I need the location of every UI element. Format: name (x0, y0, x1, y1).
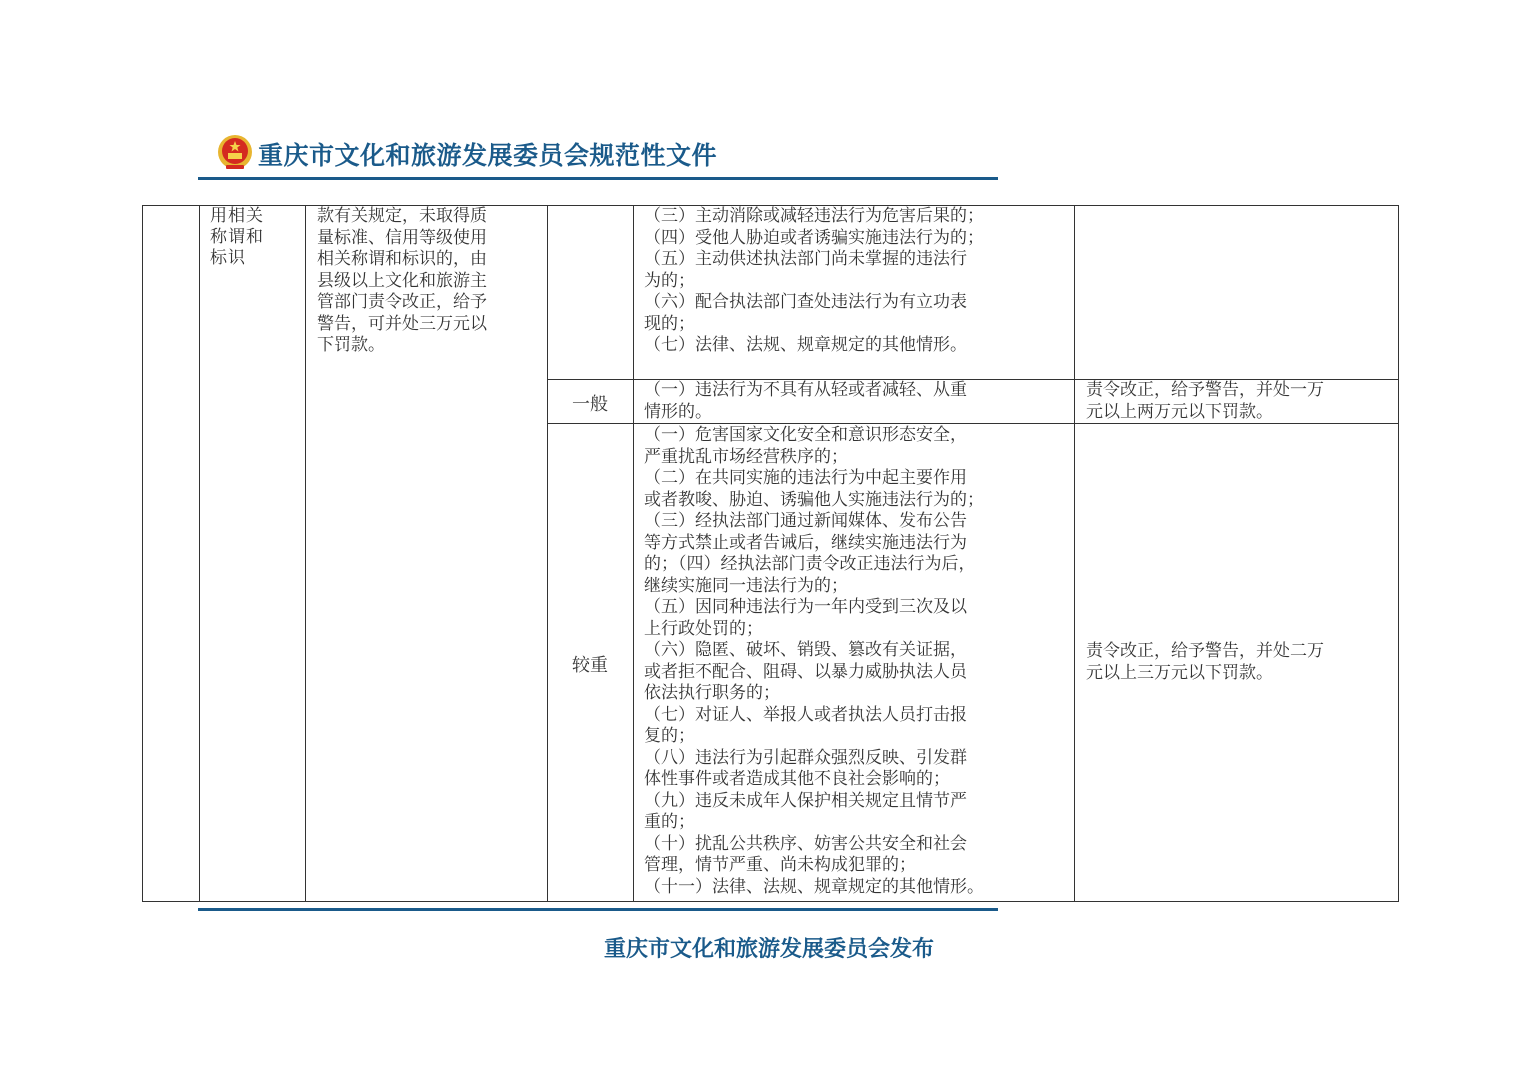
footer-publisher: 重庆市文化和旅游发展委员会发布 (604, 936, 935, 962)
table-col-divider (305, 205, 306, 902)
table-cell-level-serious: 较重 (572, 655, 608, 676)
national-emblem-icon (216, 133, 254, 173)
table-cell-general-circumstances: （一）违法行为不具有从轻或者减轻、从重 情形的。 (644, 380, 967, 422)
footer-divider (198, 908, 998, 911)
table-cell-item: 用相关 称谓和 标识 (210, 206, 264, 268)
table-border-left (142, 205, 143, 902)
table-cell-general-penalty: 责令改正，给予警告，并处一万 元以上两万元以下罚款。 (1086, 380, 1324, 422)
table-border-bottom (142, 901, 1399, 902)
table-col-divider (1074, 205, 1075, 902)
document-header-title: 重庆市文化和旅游发展委员会规范性文件 (258, 141, 718, 170)
table-col-divider (547, 205, 548, 902)
table-cell-serious-circumstances: （一）危害国家文化安全和意识形态安全， 严重扰乱市场经营秩序的； （二）在共同实施的违法行为中起主要作用 或者教唆、胁迫、诱骗他人实施违法行为的； （三）经执法部门通过新闻媒体、发布公告 等方式禁止或者告诫后，继续实施违法行为 的；（四）经执法部门责令改正违法行为后， 继续实施同一违法行为的； （五）因同种违法行为一年内受到三次及以 上行政处罚的； （六）隐匿、破坏、销毁、篡改有关证据， 或者拒不配合、阻碍、以暴力威胁执法人员 依法执行职务的； （七）对证人、举报人或者执法人员打击报 复的； （八）违法行为引起群众强烈反映、引发群 体性事件或者造成其他不良社会影响的； （九）违反未成年人保护相关规定且情节严 重的； （十）扰乱公共秩序、妨害公共安全和社会 管理，情节严重、尚未构成犯罪的； （十一）法律、法规、规章规定的其他情形。 (644, 425, 984, 897)
table-border-right (1398, 205, 1399, 902)
table-col-divider (633, 205, 634, 902)
header-divider (198, 177, 998, 180)
table-cell-legal-basis: 款有关规定，未取得质 量标准、信用等级使用 相关称谓和标识的，由 县级以上文化和旅游主 管部门责令改正，给予 警告，可并处三万元以 下罚款。 (317, 206, 487, 355)
table-row-divider (547, 423, 1399, 424)
table-col-divider (199, 205, 200, 902)
table-cell-level-general: 一般 (572, 394, 608, 415)
table-cell-light-circumstances: （三）主动消除或减轻违法行为危害后果的； （四）受他人胁迫或者诱骗实施违法行为的； （五）主动供述执法部门尚未掌握的违法行 为的； （六）配合执法部门查处违法行为有立功表 现的； （七）法律、法规、规章规定的其他情形。 (644, 206, 984, 355)
table-cell-serious-penalty: 责令改正，给予警告，并处二万 元以上三万元以下罚款。 (1086, 641, 1324, 683)
